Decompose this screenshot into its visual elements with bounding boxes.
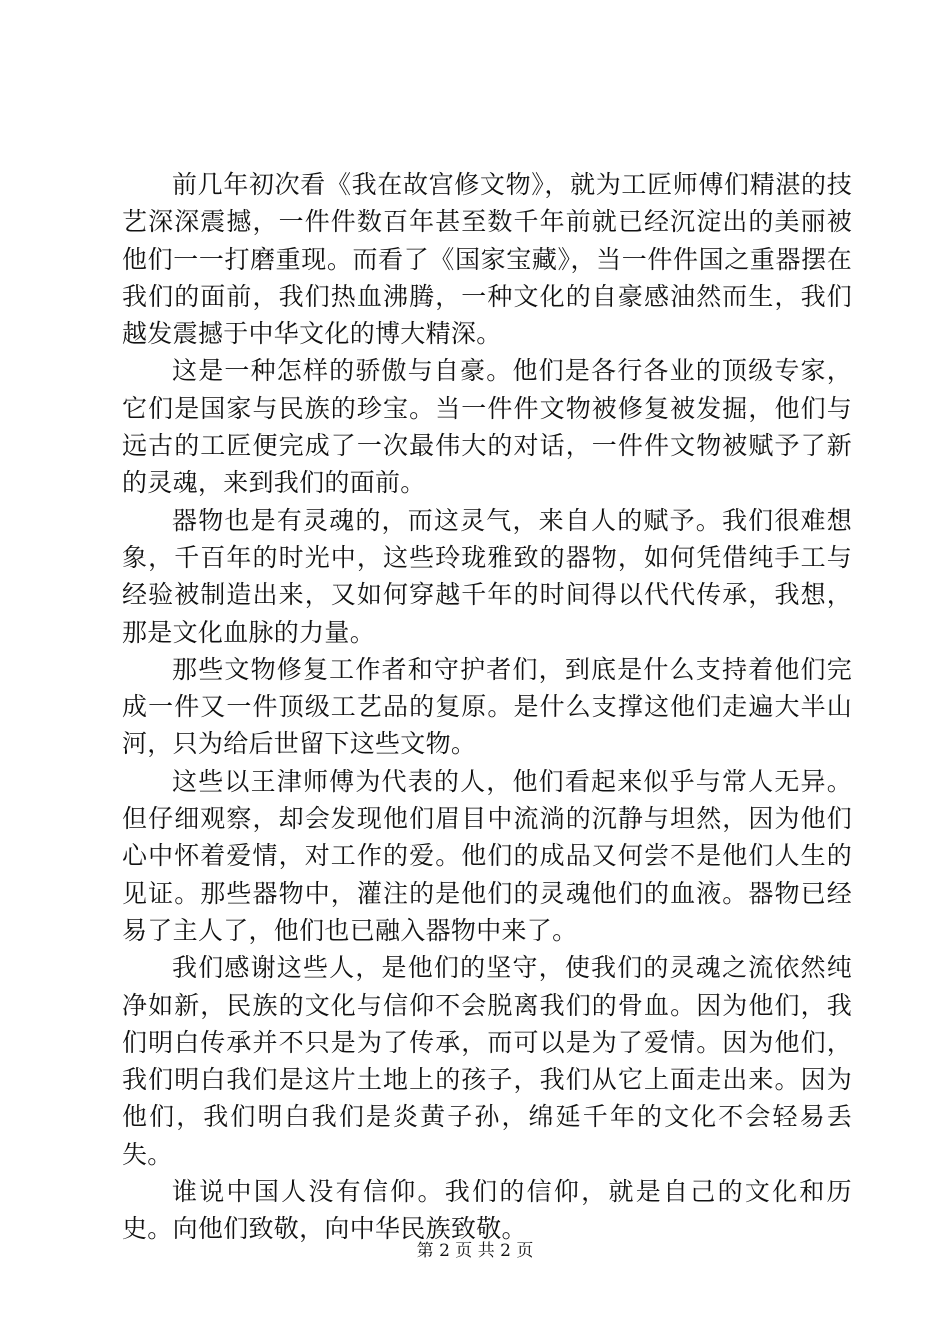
document-body bbox=[122, 166, 852, 1248]
paragraph-5: 这些以王津师傅为代表的人，他们看起来似乎与常人无异。但仔细观察，却会发现他们眉目中流淌的沉静与坦然，因为他们心中怀着爱情，对工作的爱。他们的成品又何尝不是他们人生的见证。那些器物中，灌注的是他们的灵魂他们的血液。器物已经易了主人了，他们也已融入器物中来了。 bbox=[122, 766, 852, 945]
paragraph-3: 器物也是有灵魂的，而这灵气，来自人的赋予。我们很难想象，千百年的时光中，这些玲珑雅致的器物，如何凭借纯手工与经验被制造出来，又如何穿越千年的时间得以代代传承，我想，那是文化血脉的力量。 bbox=[122, 505, 852, 647]
paragraph-4: 那些文物修复工作者和守护者们，到底是什么支持着他们完成一件又一件顶级工艺品的复原。是什么支撑这他们走遍大半山河，只为给后世留下这些文物。 bbox=[122, 654, 852, 759]
paragraph-7: 谁说中国人没有信仰。我们的信仰，就是自己的文化和历史。向他们致敬，向中华民族致敬。 bbox=[122, 1177, 852, 1244]
paragraph-2: 这是一种怎样的骄傲与自豪。他们是各行各业的顶级专家，它们是国家与民族的珍宝。当一件件文物被修复被发掘，他们与远古的工匠便完成了一次最伟大的对话，一件件文物被赋予了新的灵魂，来到我们的面前。 bbox=[122, 356, 852, 498]
paragraph-1: 前几年初次看《我在故宫修文物》，就为工匠师傅们精湛的技艺深深震撼，一件件数百年甚至数千年前就已经沉淀出的美丽被他们一一打磨重现。而看了《国家宝藏》，当一件件国之重器摆在我们的面前，我们热血沸腾，一种文化的自豪感油然而生，我们越发震撼于中华文化的博大精深。 bbox=[122, 170, 852, 349]
page-footer bbox=[0, 1239, 950, 1263]
paragraph-6: 我们感谢这些人，是他们的坚守，使我们的灵魂之流依然纯净如新，民族的文化与信仰不会脱离我们的骨血。因为他们，我们明白传承并不只是为了传承，而可以是为了爱情。因为他们，我们明白我们是这片土地上的孩子，我们从它上面走出来。因为他们，我们明白我们是炎黄子孙，绵延千年的文化不会轻易丢失。 bbox=[122, 953, 852, 1169]
page-number-label: 第 2 页 共 2 页 bbox=[416, 1241, 534, 1261]
